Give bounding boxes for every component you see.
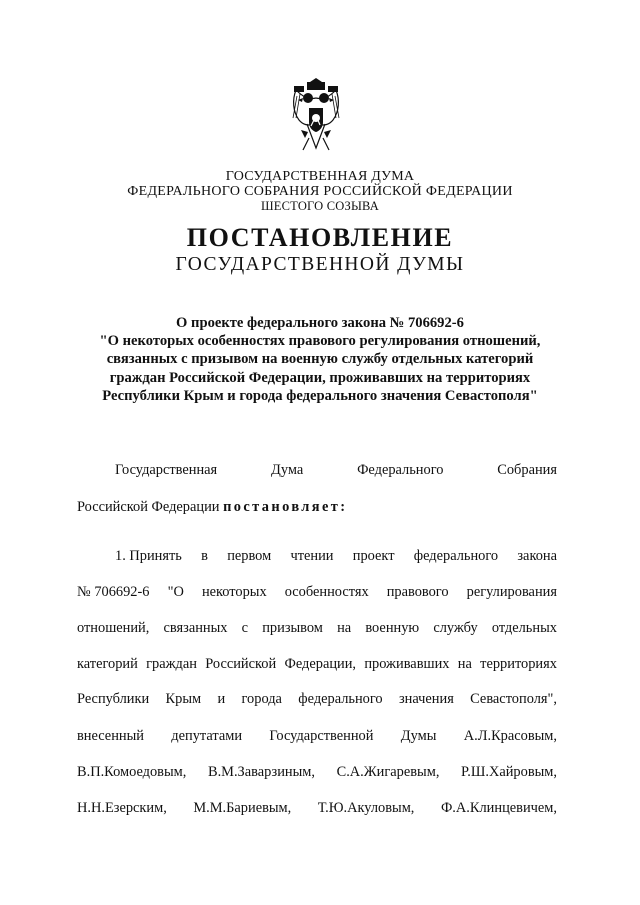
- bill-title-line: связанных с призывом на военную службу отдельных категорий: [106, 351, 534, 368]
- word: федерального: [298, 691, 383, 707]
- word: В.М.Заварзиным,: [207, 764, 315, 780]
- word: службу: [433, 620, 478, 636]
- word: правового: [386, 584, 449, 600]
- word: Крым: [165, 691, 202, 707]
- paragraph-line: [77, 690, 557, 708]
- document-title: ПОСТАНОВЛЕНИЕ: [186, 223, 454, 252]
- word: депутатами: [171, 728, 243, 744]
- paragraph-line: [77, 655, 557, 673]
- header-line-1: ГОСУДАРСТВЕННАЯ ДУМА: [225, 169, 415, 184]
- word: Российской: [205, 656, 277, 672]
- word: значения: [398, 691, 454, 707]
- word: Республики: [77, 691, 150, 707]
- word: города: [241, 691, 282, 707]
- word: в: [201, 548, 208, 564]
- word: Думы: [400, 728, 437, 744]
- word: внесенный: [77, 728, 144, 744]
- bill-title-line: О проекте федерального закона № 706692-6: [176, 315, 464, 331]
- word: на: [457, 656, 472, 672]
- bill-title-line: Республики Крым и города федерального значения Севастополя": [102, 387, 538, 404]
- bill-title: [0, 314, 640, 405]
- intro-line-2: [77, 498, 557, 516]
- word: призывом: [262, 620, 323, 636]
- paragraph-line: [77, 799, 557, 817]
- word: Севастополя",: [470, 691, 557, 707]
- word: чтении: [290, 548, 334, 564]
- intro-text: Российской Федерации: [77, 499, 224, 515]
- word: Т.Ю.Акуловым,: [317, 800, 415, 816]
- word: отношений,: [77, 620, 150, 636]
- word: Н.Н.Езерским,: [77, 800, 167, 816]
- coat-of-arms-icon: [281, 78, 351, 156]
- word: военную: [365, 620, 420, 636]
- word: Государственной: [269, 728, 374, 744]
- word: С.А.Жигаревым,: [336, 764, 440, 780]
- word: с: [241, 620, 249, 636]
- word: Собрания: [497, 462, 557, 478]
- word: Федерального: [357, 462, 444, 478]
- word: федерального: [413, 548, 499, 564]
- word: Государственная: [115, 462, 218, 478]
- word: Ф.А.Клинцевичем,: [440, 800, 557, 816]
- word: территориях: [480, 656, 557, 672]
- word: закона: [517, 548, 557, 564]
- header-line-2: ФЕДЕРАЛЬНОГО СОБРАНИЯ РОССИЙСКОЙ ФЕДЕРАЦИИ: [127, 184, 513, 199]
- paragraph-line: [77, 583, 557, 601]
- word: проект: [352, 548, 395, 564]
- paragraph-line: [77, 763, 557, 781]
- word: и: [217, 691, 226, 707]
- word: некоторых: [201, 584, 267, 600]
- word: особенностях: [284, 584, 369, 600]
- paragraph-line: [77, 619, 557, 637]
- paragraph-line: [115, 547, 557, 565]
- word: Дума: [271, 462, 304, 478]
- word: № 706692-6: [77, 584, 150, 600]
- word: Р.Ш.Хайровым,: [461, 764, 557, 780]
- word: граждан: [146, 656, 197, 672]
- bill-title-line: граждан Российской Федерации, проживавших на территориях: [109, 369, 531, 386]
- paragraph-line: [77, 727, 557, 745]
- header-line-3: ШЕСТОГО СОЗЫВА: [260, 199, 380, 213]
- word: А.Л.Красовым,: [463, 728, 557, 744]
- resolves-keyword: постановляет:: [223, 499, 348, 515]
- word: М.М.Бариевым,: [193, 800, 292, 816]
- word: на: [337, 620, 352, 636]
- word: отдельных: [491, 620, 557, 636]
- word: проживавших: [364, 656, 450, 672]
- intro-line-1: [115, 461, 557, 479]
- word: категорий: [77, 656, 138, 672]
- word: Федерации,: [284, 656, 357, 672]
- document-subtitle: ГОСУДАРСТВЕННОЙ ДУМЫ: [175, 254, 465, 275]
- word: "О: [167, 584, 184, 600]
- word: 1. Принять: [115, 548, 182, 564]
- word: первом: [227, 548, 272, 564]
- word: регулирования: [466, 584, 557, 600]
- bill-title-line: "О некоторых особенностях правового регулирования отношений,: [99, 333, 541, 350]
- word: связанных: [163, 620, 228, 636]
- word: В.П.Комоедовым,: [77, 764, 187, 780]
